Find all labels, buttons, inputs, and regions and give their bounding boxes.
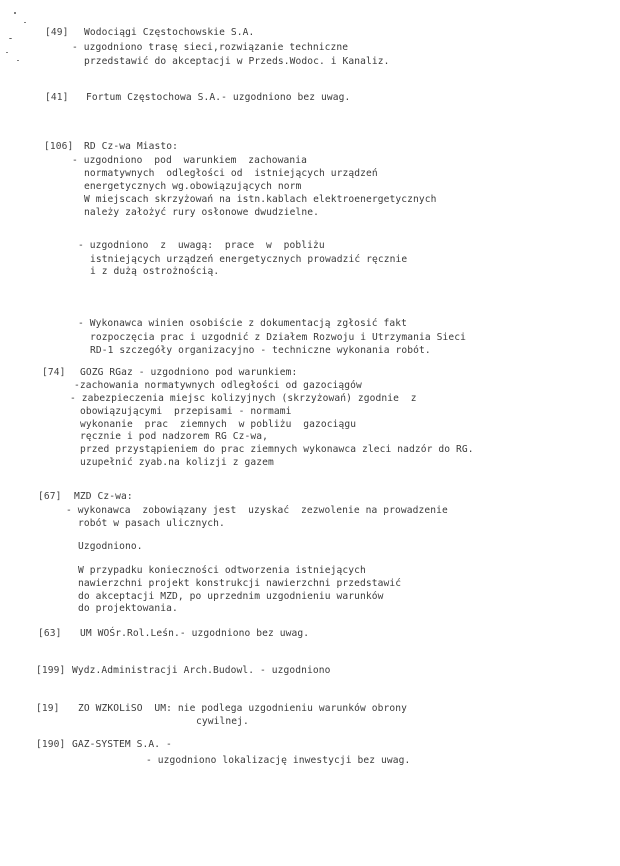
entry-ref: [67] <box>38 491 62 502</box>
entry-line: przed przystąpieniem do prac ziemnych wykonawca zleci nadzór do RG. <box>80 444 474 455</box>
entry-line: - wykonawca zobowiązany jest uzyskać zezwolenie na prowadzenie <box>66 505 448 516</box>
entry-ref: [74] <box>42 367 66 378</box>
scan-speck <box>6 52 8 53</box>
entry-line: UM WOŚr.Rol.Leśn.- uzgodniono bez uwag. <box>80 628 310 639</box>
entry-line: normatywnych odległości od istniejących urządzeń <box>84 168 378 179</box>
entry-line: - Wykonawca winien osobiście z dokumentacją zgłosić fakt <box>78 318 408 329</box>
entry-line: - zabezpieczenia miejsc kolizyjnych (skrzyżowań) zgodnie z <box>70 393 417 404</box>
entry-ref: [49] <box>45 27 69 38</box>
entry-line: Fortum Częstochowa S.A.- uzgodniono bez uwag. <box>86 92 351 103</box>
entry-line: W miejscach skrzyżowań na istn.kablach elektroenergetycznych <box>84 194 437 205</box>
entry-line: Wodociągi Częstochowskie S.A. <box>84 27 255 38</box>
entry-line: istniejących urządzeń energetycznych prowadzić ręcznie <box>90 254 408 265</box>
entry-line: ZO WZKOLiSO UM: nie podlega uzgodnieniu warunków obrony <box>78 703 408 714</box>
entry-line: - uzgodniono z uwagą: prace w pobliżu <box>78 240 325 251</box>
entry-line: RD-1 szczegóły organizacyjno - techniczne wykonania robót. <box>90 345 431 356</box>
entry-line: i z dużą ostrożnością. <box>90 266 220 277</box>
entry-line: Wydz.Administracji Arch.Budowl. - uzgodniono <box>72 665 331 676</box>
entry-ref: [19] <box>36 703 60 714</box>
entry-line: do projektowania. <box>78 603 178 614</box>
entry-line: GOZG RGaz - uzgodniono pod warunkiem: <box>80 367 298 378</box>
entry-line: należy założyć rury osłonowe dwudzielne. <box>84 207 320 218</box>
entry-ref: [106] <box>44 141 74 152</box>
entry-ref: [190] <box>36 739 66 750</box>
entry-line: do akceptacji MZD, po uprzednim uzgodnieniu warunków <box>78 591 384 602</box>
entry-ref: [41] <box>45 92 69 103</box>
entry-line: rozpoczęcia prac i uzgodnić z Działem Rozwoju i Utrzymania Sieci <box>90 332 467 343</box>
entry-line: nawierzchni projekt konstrukcji nawierzchni przedstawić <box>78 578 402 589</box>
entry-line: energetycznych wg.obowiązujących norm <box>84 181 302 192</box>
entry-line: Uzgodniono. <box>78 541 143 552</box>
entry-line: wykonanie prac ziemnych w pobliżu gazociągu <box>80 419 357 430</box>
entry-line: przedstawić do akceptacji w Przeds.Wodoc. i Kanaliz. <box>84 56 390 67</box>
entry-line: W przypadku konieczności odtworzenia istniejących <box>78 565 366 576</box>
entry-line: GAZ-SYSTEM S.A. - <box>72 739 172 750</box>
entry-line: cywilnej. <box>196 716 249 727</box>
entry-line: obowiązującymi przepisami - normami <box>80 406 292 417</box>
entry-line: - uzgodniono trasę sieci,rozwiązanie techniczne <box>72 42 349 53</box>
scan-speck <box>14 12 16 14</box>
entry-line: MZD Cz-wa: <box>74 491 133 502</box>
scan-speck <box>9 38 12 39</box>
scan-speck <box>24 22 26 23</box>
scan-speck <box>17 60 19 61</box>
entry-line: uzupełnić zyab.na kolizji z gazem <box>80 457 274 468</box>
entry-line: - uzgodniono lokalizację inwestycji bez uwag. <box>146 755 411 766</box>
entry-ref: [63] <box>38 628 62 639</box>
entry-line: ręcznie i pod nadzorem RG Cz-wa, <box>80 431 269 442</box>
entry-line: RD Cz-wa Miasto: <box>84 141 179 152</box>
entry-line: - uzgodniono pod warunkiem zachowania <box>72 155 308 166</box>
entry-ref: [199] <box>36 665 66 676</box>
entry-line: robót w pasach ulicznych. <box>78 518 225 529</box>
entry-line: -zachowania normatywnych odległości od gazociągów <box>74 380 362 391</box>
